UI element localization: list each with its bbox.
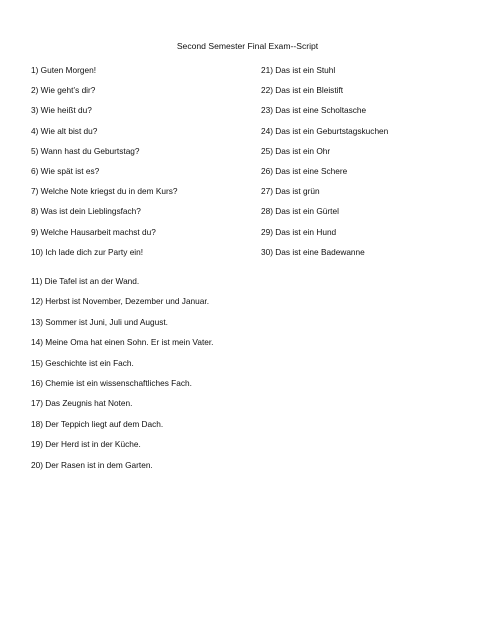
list-item: 4) Wie alt bist du?	[31, 125, 98, 136]
left-column-list	[31, 65, 251, 267]
list-item: 30) Das ist eine Badewanne	[261, 246, 365, 257]
list-item: 2) Wie geht’s dir?	[31, 85, 96, 96]
list-item: 24) Das ist ein Geburtstagskuchen	[261, 125, 389, 136]
list-item: 25) Das ist ein Ohr	[261, 145, 331, 156]
list-item: 5) Wann hast du Geburtstag?	[31, 145, 140, 156]
list-item: 11) Die Tafel ist an der Wand.	[31, 276, 140, 286]
list-item: 16) Chemie ist ein wissenschaftliches Fach.	[31, 377, 192, 388]
list-item: 7) Welche Note kriegst du in dem Kurs?	[31, 186, 178, 197]
lower-column-list	[31, 276, 351, 480]
document-title: Second Semester Final Exam--Script	[176, 41, 319, 51]
list-item: 18) Der Teppich liegt auf dem Dach.	[31, 418, 164, 429]
list-item: 3) Wie heißt du?	[31, 105, 92, 116]
list-item: 27) Das ist grün	[261, 186, 320, 197]
list-item: 21) Das ist ein Stuhl	[261, 65, 336, 75]
list-item: 26) Das ist eine Schere	[261, 165, 348, 176]
list-item: 8) Was ist dein Lieblingsfach?	[31, 206, 141, 217]
list-item: 15) Geschichte ist ein Fach.	[31, 357, 134, 368]
list-item: 22) Das ist ein Bleistift	[261, 85, 344, 96]
list-item: 14) Meine Oma hat einen Sohn. Er ist mein Vater.	[31, 337, 214, 348]
list-item: 6) Wie spät ist es?	[31, 165, 100, 176]
list-item: 10) Ich lade dich zur Party ein!	[31, 246, 144, 257]
list-item: 17) Das Zeugnis hat Noten.	[31, 398, 133, 409]
list-item: 19) Der Herd ist in der Küche.	[31, 439, 141, 450]
list-item: 20) Der Rasen ist in dem Garten.	[31, 459, 153, 470]
list-item: 1) Guten Morgen!	[31, 65, 97, 75]
list-item: 28) Das ist ein Gürtel	[261, 206, 339, 217]
list-item: 12) Herbst ist November, Dezember und Januar.	[31, 296, 210, 307]
list-item: 9) Welche Hausarbeit machst du?	[31, 226, 156, 237]
list-item: 29) Das ist ein Hund	[261, 226, 337, 237]
right-column-list	[261, 65, 481, 267]
list-item: 23) Das ist eine Scholtasche	[261, 105, 367, 116]
list-item: 13) Sommer ist Juni, Juli und August.	[31, 316, 168, 327]
